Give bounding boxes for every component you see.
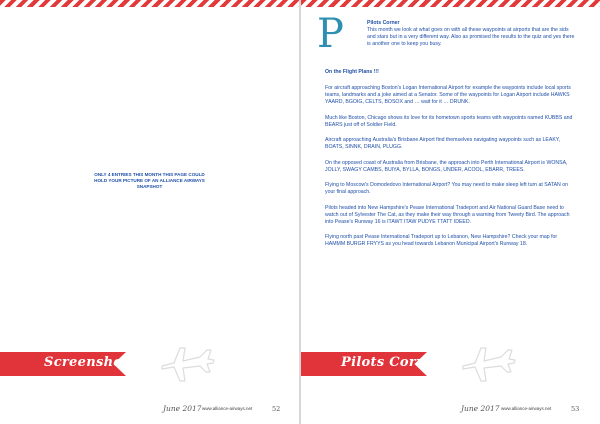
article-paragraph: Flying north past Pease International Tradeport up to Lebanon, New Hampshire? Check your map for HAMMM BURGR FRYYS as you head towards Lebanon Municipal Airport's Runway 18. bbox=[325, 234, 558, 248]
footer-page-number: 52 bbox=[272, 405, 281, 413]
airplane-icon bbox=[156, 336, 218, 386]
article-paragraph: Flying to Moscow's Domodedovo International Airport? You may need to make sleep left turn at SATAN on your final approach. bbox=[325, 182, 569, 196]
article-paragraph: On the opposed coast of Australia from Brisbane, the approach into Perth International Airport is WONSA, JOLLY, SWAGY CAMBS, BUIYA, BYLLA, BONGS, UNDER, ACOOL, EBARR, TREES. bbox=[325, 159, 568, 173]
article-paragraph: For aircraft approaching Boston's Logan International Airport for example the waypoints include local sports teams, landmarks and a joke aimed at a Senator. Some of the waypoints for Logan Airport include HAWKS YAARD, BGOIG, CELTS, BOSOX and … wait for it … DRUNK. bbox=[325, 85, 571, 106]
footer-website: www.alliance-airways.net bbox=[202, 406, 253, 411]
section-banner-title: Screenshots bbox=[44, 355, 137, 370]
placeholder-line: HOLD YOUR PICTURE OF AN ALLIANCE AIRWAYS bbox=[94, 178, 205, 184]
striped-top-border bbox=[301, 0, 600, 7]
intro-text: This month we look at what goes on with all these waypoints at airports that are the sids and stars but in a very different way. Also as promised the results to the quiz and yes there is another one to keep you busy. bbox=[367, 27, 575, 47]
section-banner-title: Pilots Corner bbox=[341, 355, 442, 370]
footer-month: June 2017 bbox=[461, 404, 500, 413]
screenshot-placeholder-text bbox=[0, 172, 299, 191]
intro-block bbox=[367, 20, 577, 48]
footer-page-number: 53 bbox=[571, 405, 580, 413]
left-page bbox=[0, 0, 299, 424]
intro-title: Pilots Corner bbox=[367, 20, 400, 26]
article-paragraph: Aircraft approaching Australia's Brisbane Airport find themselves navigating waypoints such as LEAKY, BOATS, SINNK, DRAIN, PLUGG. bbox=[325, 137, 561, 151]
section-heading: On the Flight Plans !!! bbox=[325, 69, 379, 75]
right-page bbox=[301, 0, 600, 424]
striped-top-border bbox=[0, 0, 299, 7]
drop-cap: P bbox=[317, 11, 344, 57]
placeholder-line: SNAPSHOT bbox=[136, 184, 163, 190]
airplane-icon bbox=[457, 336, 519, 386]
article-paragraph: Pilots headed into New Hampshire's Pease International Tradeport and Air National Guard Base need to watch out of Sylvester The Cat, as they make their way through a warning from Tweety Bird. The approach into Pease's Runway 16 is ITAWT ITAW PUDYE TTATT IDEED. bbox=[325, 204, 570, 225]
footer-website: www.alliance-airways.net bbox=[501, 406, 552, 411]
article-body bbox=[325, 69, 575, 257]
article-paragraph: Much like Boston, Chicago shows its love for its hometown sports teams with waypoints named KUBBS and BEARS just off of Soldier Field. bbox=[325, 114, 573, 128]
footer-month: June 2017 bbox=[163, 404, 202, 413]
placeholder-line: ONLY 4 ENTRIES THIS MONTH THIS PAGE COULD bbox=[94, 172, 205, 177]
